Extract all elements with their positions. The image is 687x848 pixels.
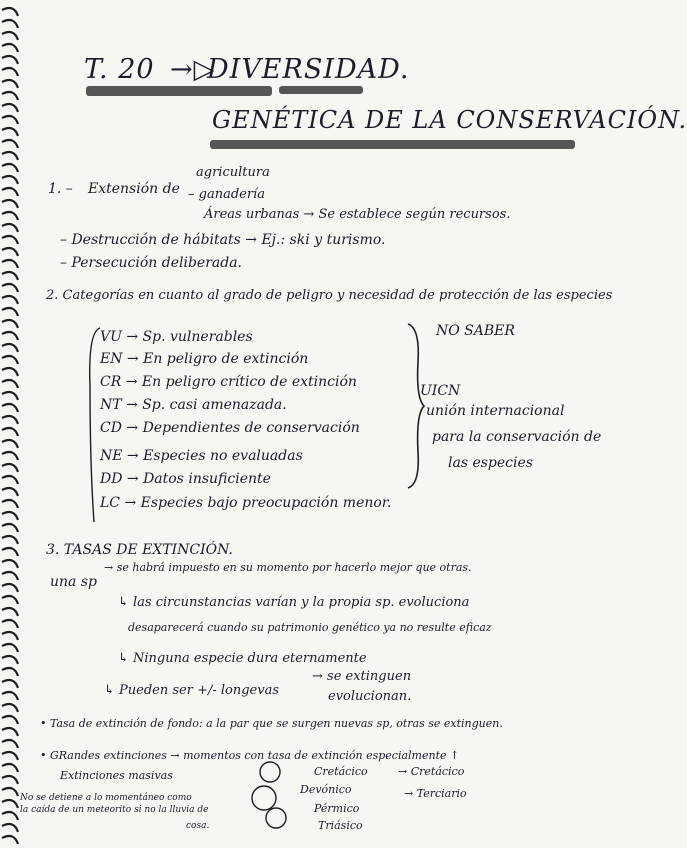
side-note: cosa.	[186, 821, 210, 831]
period-left: Triásico	[318, 819, 363, 832]
category-item: VU → Sp. vulnerables	[100, 329, 253, 345]
title-diversidad: DIVERSIDAD.	[207, 54, 410, 85]
subtitle: GENÉTICA DE LA CONSERVACIÓN.	[212, 106, 687, 134]
uicn-line: las especies	[448, 455, 533, 471]
section1-item: agricultura	[196, 165, 270, 180]
tasa-fondo: • Tasa de extinción de fondo: a la par que se surgen nuevas sp, otras se extinguen.	[40, 717, 503, 730]
section3-line: evolucionan.	[328, 689, 412, 704]
section3-line: → se habrá impuesto en su momento por hacerlo mejor que otras.	[104, 561, 472, 574]
section3-line: ↳ las circunstancias varían y la propia sp. evoluciona	[118, 595, 470, 610]
una-sp-label: una sp	[50, 574, 97, 590]
side-note: la caída de un meteorito si no la lluvia de	[20, 805, 209, 815]
subtitle-highlight	[210, 140, 575, 149]
title-highlight-right	[279, 86, 363, 94]
category-item: NE → Especies no evaluadas	[100, 448, 303, 464]
section1-extension: Extensión de	[88, 181, 180, 197]
category-item: NT → Sp. casi amenazada.	[100, 397, 287, 413]
section1-persecucion: – Persecución deliberada.	[60, 255, 243, 271]
period-left: Cretácico	[314, 765, 368, 778]
section3-heading: 3. TASAS DE EXTINCIÓN.	[46, 542, 233, 558]
extinciones-masivas: Extinciones masivas	[60, 769, 173, 782]
spiral-binding	[0, 0, 22, 848]
uicn-line: unión internacional	[426, 403, 565, 419]
category-item: EN → En peligro de extinción	[100, 351, 309, 367]
section3-line: ↳ Pueden ser +/- longevas	[104, 683, 280, 698]
left-bracket	[84, 326, 104, 526]
category-item: CR → En peligro crítico de extinción	[100, 374, 357, 390]
section1-number: 1. –	[48, 181, 73, 197]
section2-heading: 2. Categorías en cuanto al grado de peligro y necesidad de protección de las especies	[46, 288, 613, 303]
period-circles	[248, 760, 298, 832]
period-left: Pérmico	[314, 802, 360, 815]
period-right: → Cretácico	[398, 765, 465, 778]
side-note: No se detiene a lo momentáneo como	[20, 793, 192, 803]
section1-destruccion: – Destrucción de hábitats → Ej.: ski y turismo.	[60, 232, 386, 248]
category-item: CD → Dependientes de conservación	[100, 420, 360, 436]
category-item: DD → Datos insuficiente	[100, 471, 271, 487]
section3-line: ↳ Ninguna especie dura eternamente	[118, 651, 367, 666]
uicn-line: UICN	[420, 383, 461, 399]
title-highlight-left	[86, 86, 272, 96]
title-arrow: →▷	[170, 54, 216, 85]
section3-line: → se extinguen	[312, 669, 412, 684]
category-item: LC → Especies bajo preocupación menor.	[100, 495, 392, 511]
period-right: → Terciario	[404, 787, 467, 800]
topic-number: T. 20	[84, 54, 155, 85]
section1-item: Áreas urbanas → Se establece según recursos.	[204, 207, 511, 222]
grandes-extinciones: • GRandes extinciones → momentos con tasa de extinción especialmente ↑	[40, 749, 460, 762]
period-left: Devónico	[300, 783, 352, 796]
section1-item: – ganadería	[188, 187, 265, 202]
no-saber-note: NO SABER	[436, 323, 515, 339]
section3-line: desaparecerá cuando su patrimonio genético ya no resulte eficaz	[128, 621, 492, 634]
uicn-line: para la conservación de	[432, 429, 602, 445]
